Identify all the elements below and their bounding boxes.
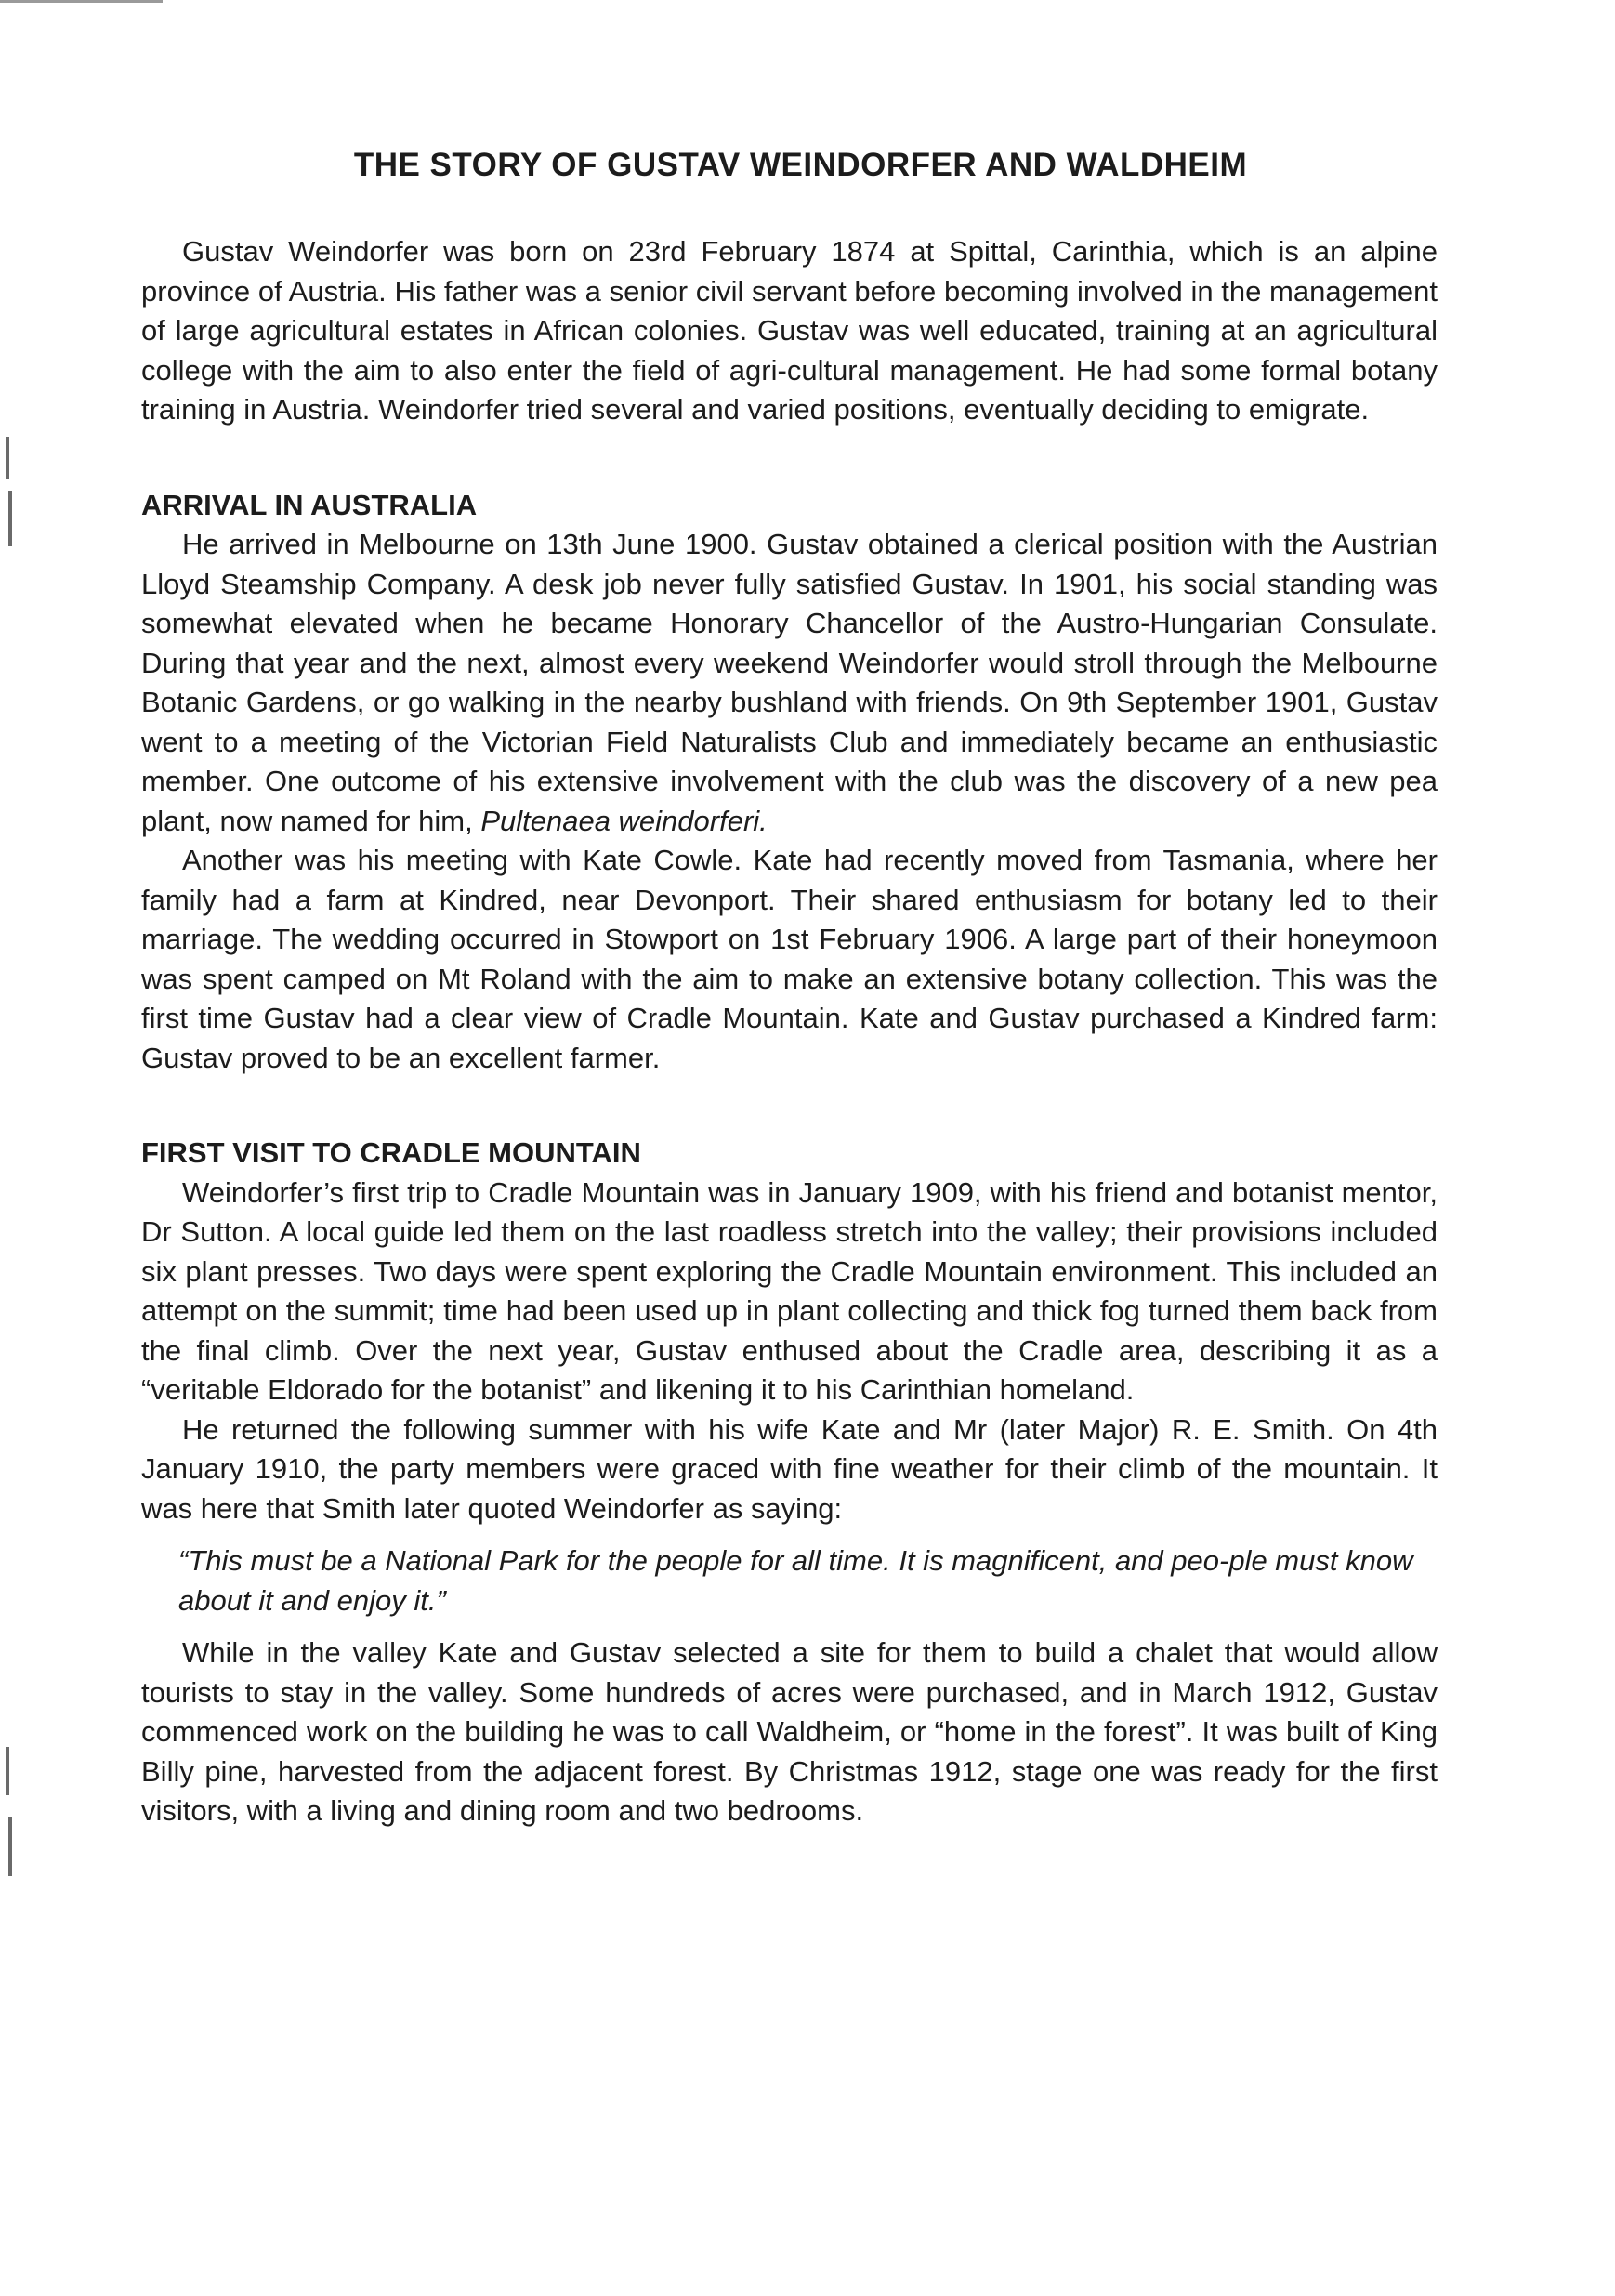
arrival-paragraph-1-text: He arrived in Melbourne on 13th June 1900. Gustav obtained a clerical position with the Austrian Lloyd Steamship Company. A desk job never fully satisfied Gustav. In 1901, his social standing was somewhat elevated when he became Honorary Chancellor of the Austro-Hungarian Consulate. During that year and the next, almost every weekend Weindorfer would stroll through the Melbourne Botanic Gardens, or go walking in the nearby bushland with friends. On 9th September 1901, Gustav went to a meeting of the Victorian Field Naturalists Club and immediately became an enthusiastic member. One outcome of his extensive involvement with the club was the discovery of a new pea plant, now named for him, <box>141 528 1438 837</box>
scan-binding-mark <box>8 1817 12 1876</box>
document-page <box>141 147 1438 1831</box>
scan-binding-mark <box>6 1747 9 1795</box>
scan-binding-mark <box>8 491 12 546</box>
section-heading-first-visit: FIRST VISIT TO CRADLE MOUNTAIN <box>141 1136 641 1169</box>
intro-paragraph: Gustav Weindorfer was born on 23rd February 1874 at Spittal, Carinthia, which is an alpine province of Austria. His father was a senior civil servant before becoming involved in the management of large agricultural estates in African colonies. Gustav was well educated, training at an agricultural college with the aim to also enter the field of agri-cultural management. He had some formal botany training in Austria. Weindorfer tried several and varied positions, eventually deciding to emigrate. <box>141 235 1438 426</box>
first-visit-paragraph-3: While in the valley Kate and Gustav selected a site for them to build a chalet that would allow tourists to stay in the valley. Some hundreds of acres were purchased, and in March 1912, Gustav commenced work on the building he was to call Waldheim, or “home in the forest”. It was built of King Billy pine, harvested from the adjacent forest. By Christmas 1912, stage one was ready for the first visitors, with a living and dining room and two bedrooms. <box>141 1636 1438 1827</box>
arrival-paragraph-2: Another was his meeting with Kate Cowle. Kate had recently moved from Tasmania, where her family had a farm at Kindred, near Devonport. Their shared enthusiasm for botany led to their marriage. The wedding occurred in Stowport on 1st February 1906. A large part of their honeymoon was spent camped on Mt Roland with the aim to make an extensive botany collection. This was the first time Gustav had a clear view of Cradle Mountain. Kate and Gustav purchased a Kindred farm: Gustav proved to be an excellent farmer. <box>141 844 1438 1074</box>
scan-binding-mark <box>6 437 9 479</box>
document-title: THE STORY OF GUSTAV WEINDORFER AND WALDHEIM <box>353 147 1248 183</box>
weindorfer-quote: “This must be a National Park for the people for all time. It is magnificent, and peo-ple must know about it and enjoy it.” <box>178 1544 1413 1617</box>
section-heading-arrival: ARRIVAL IN AUSTRALIA <box>141 488 478 521</box>
arrival-paragraph-1 <box>141 525 1438 841</box>
scan-edge-rule <box>0 0 163 3</box>
first-visit-paragraph-2: He returned the following summer with his wife Kate and Mr (later Major) R. E. Smith. On 4th January 1910, the party members were graced with fine weather for their climb of the mountain. It was here that Smith later quoted Weindorfer as saying: <box>141 1412 1438 1525</box>
first-visit-paragraph-1: Weindorfer’s first trip to Cradle Mountain was in January 1909, with his friend and botanist mentor, Dr Sutton. A local guide led them on the last roadless stretch into the valley; their provisions included six plant presses. Two days were spent exploring the Cradle Mountain environment. This included an attempt on the summit; time had been used up in plant collecting and thick fog turned them back from the final climb. Over the next year, Gustav enthused about the Cradle area, describing it as a “veritable Eldorado for the botanist” and likening it to his Carinthian homeland. <box>141 1175 1438 1406</box>
species-name: Pultenaea weindorferi. <box>480 804 768 837</box>
